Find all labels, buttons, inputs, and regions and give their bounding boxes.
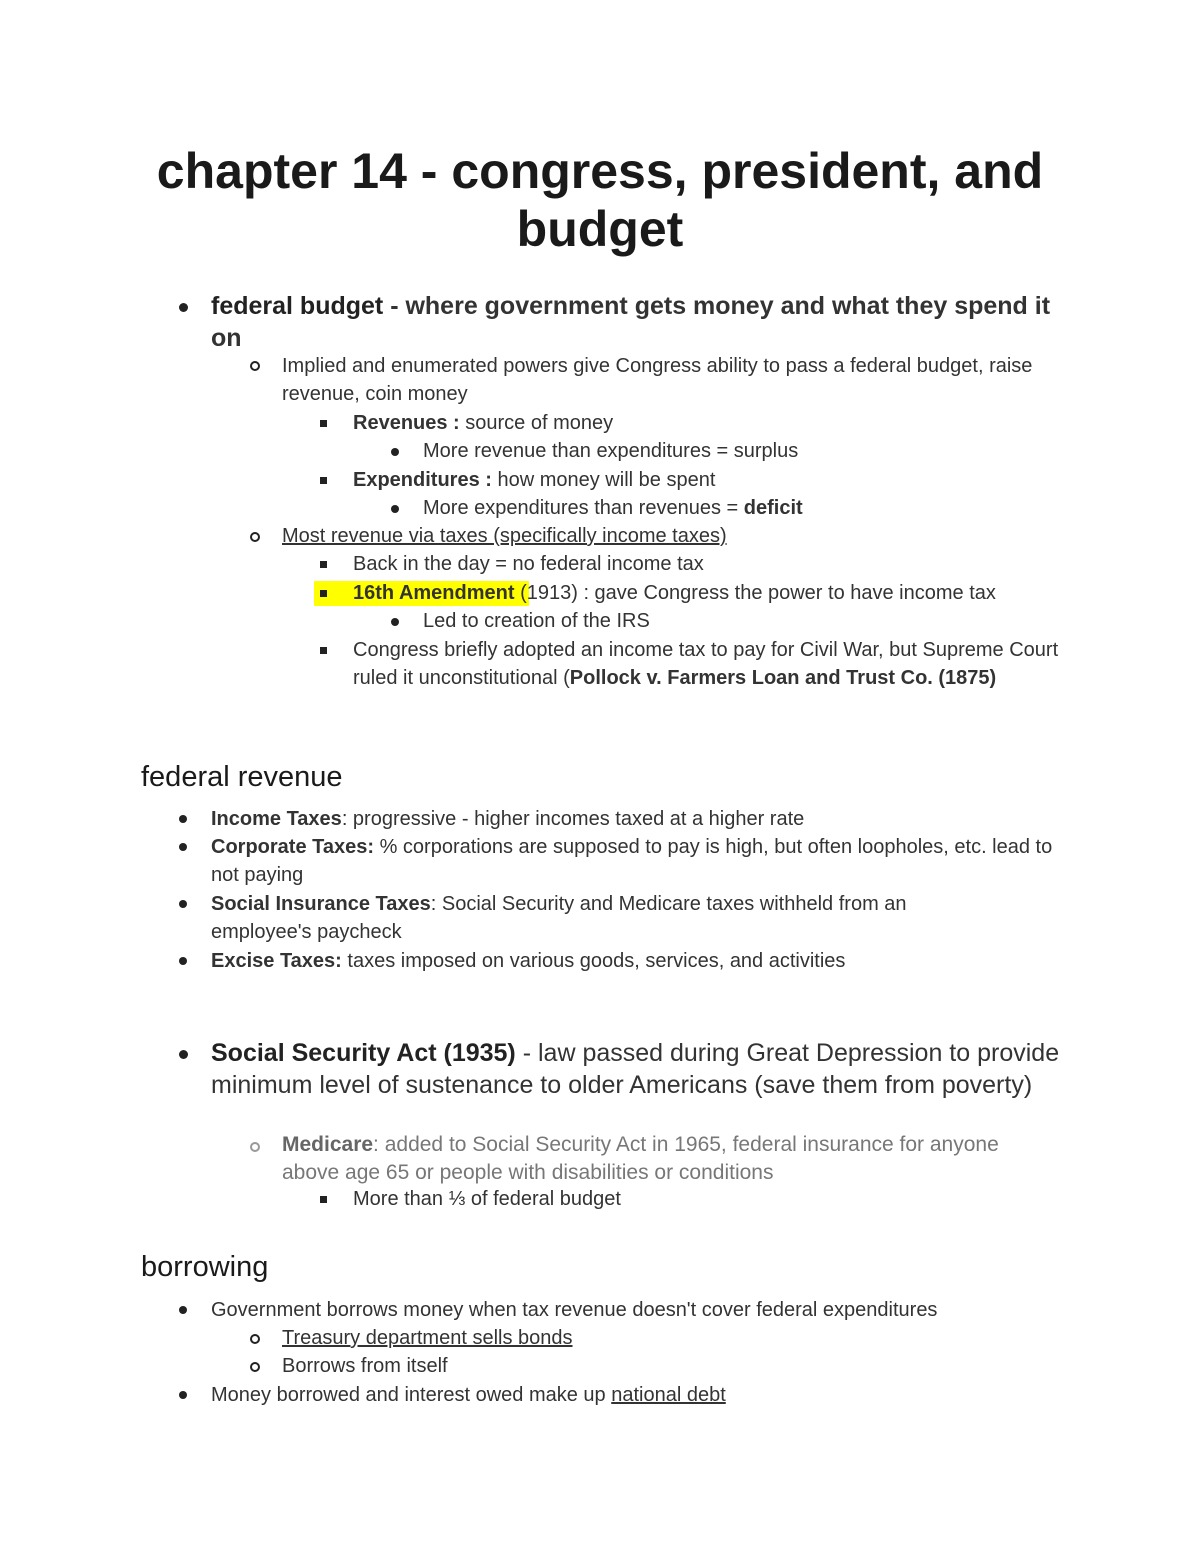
list-item: Led to creation of the IRS xyxy=(423,610,650,632)
list-item xyxy=(211,1381,1071,1409)
term: deficit xyxy=(743,497,803,519)
list-item: Most revenue via taxes (specifically income taxes) xyxy=(282,525,727,547)
bullet-square-icon xyxy=(320,561,327,568)
list-item xyxy=(353,579,1073,607)
term: Corporate Taxes: xyxy=(211,836,375,858)
bullet-ring-icon xyxy=(250,1334,260,1344)
list-item xyxy=(211,1037,1071,1101)
term: Income Taxes xyxy=(211,808,342,830)
definition: : progressive - higher incomes taxed at a higher rate xyxy=(341,808,805,830)
bullet-dot-icon xyxy=(179,1306,187,1314)
list-item xyxy=(211,947,1071,975)
definition: source of money xyxy=(459,412,614,434)
term: Excise Taxes: xyxy=(211,950,342,972)
bullet-square-icon xyxy=(320,647,327,654)
bullet-dot-icon xyxy=(179,815,187,823)
list-item: Government borrows money when tax revenue doesn't cover federal expenditures xyxy=(211,1299,938,1321)
section-heading: borrowing xyxy=(141,1251,269,1283)
definition: taxes imposed on various goods, services, and activities xyxy=(341,950,846,972)
definition: (1913) : gave Congress the power to have income tax xyxy=(514,582,996,604)
bullet-dot-icon xyxy=(179,957,187,965)
bullet-dot-icon xyxy=(179,900,187,908)
term: Medicare xyxy=(282,1133,374,1156)
list-item xyxy=(353,466,1073,494)
term: 16th Amendment xyxy=(353,582,515,604)
bullet-ring-icon xyxy=(250,1362,260,1372)
text: More expenditures than revenues = xyxy=(423,497,744,519)
bullet-square-icon xyxy=(320,477,327,484)
term: Pollock v. Farmers Loan and Trust Co. (1875) xyxy=(569,667,997,689)
bullet-dot-icon xyxy=(391,505,399,513)
list-item: Implied and enumerated powers give Congress ability to pass a federal budget, raise revenue, coin money xyxy=(282,355,1033,405)
list-item xyxy=(211,290,1071,354)
bullet-dot-icon xyxy=(391,448,399,456)
bullet-dot-icon xyxy=(391,618,399,626)
list-item xyxy=(211,833,1071,889)
list-item: Treasury department sells bonds xyxy=(282,1327,573,1349)
list-item xyxy=(211,890,991,946)
list-item xyxy=(211,805,1071,833)
term: Social Security Act (1935) xyxy=(211,1039,516,1067)
bullet-dot-icon xyxy=(179,1050,188,1059)
definition: how money will be spent xyxy=(491,469,716,491)
bullet-square-icon xyxy=(320,420,327,427)
list-item xyxy=(353,636,1073,692)
definition: : Social Security and Medicare taxes withheld from an employee's paycheck xyxy=(211,893,907,943)
term: federal budget xyxy=(211,292,384,320)
list-item xyxy=(282,1131,1042,1187)
list-item: Back in the day = no federal income tax xyxy=(353,553,704,575)
definition: - where government gets money and what they spend it on xyxy=(211,292,1051,352)
bullet-ring-icon xyxy=(250,1142,260,1152)
term: Revenues : xyxy=(353,412,460,434)
bullet-dot-icon xyxy=(179,1391,187,1399)
bullet-ring-icon xyxy=(250,532,260,542)
section-heading: federal revenue xyxy=(141,761,343,793)
term: Expenditures : xyxy=(353,469,492,491)
bullet-dot-icon xyxy=(179,843,187,851)
bullet-dot-icon xyxy=(179,303,188,312)
list-item: Borrows from itself xyxy=(282,1355,448,1377)
bullet-ring-icon xyxy=(250,361,260,371)
bullet-square-icon xyxy=(320,1196,327,1203)
definition: : added to Social Security Act in 1965, federal insurance for anyone above age 65 or people with disabilities or conditions xyxy=(282,1133,999,1184)
term: Social Insurance Taxes xyxy=(211,893,431,915)
page-title: chapter 14 - congress, president, and budget xyxy=(156,143,1044,257)
definition: - law passed during Great Depression to provide minimum level of sustenance to older Americans (save them from poverty) xyxy=(211,1039,1060,1099)
list-item: More than ⅓ of federal budget xyxy=(353,1188,621,1210)
bullet-square-icon xyxy=(320,590,327,597)
list-item xyxy=(423,494,1073,522)
list-item xyxy=(353,409,1073,437)
text: Money borrowed and interest owed make up xyxy=(211,1384,612,1406)
term: national debt xyxy=(611,1384,726,1406)
definition: % corporations are supposed to pay is high, but often loopholes, etc. lead to not paying xyxy=(211,836,1053,886)
list-item: More revenue than expenditures = surplus xyxy=(423,440,799,462)
text: Congress briefly adopted an income tax to pay for Civil War, but Supreme Court ruled it unconstitutional ( xyxy=(353,639,1059,689)
